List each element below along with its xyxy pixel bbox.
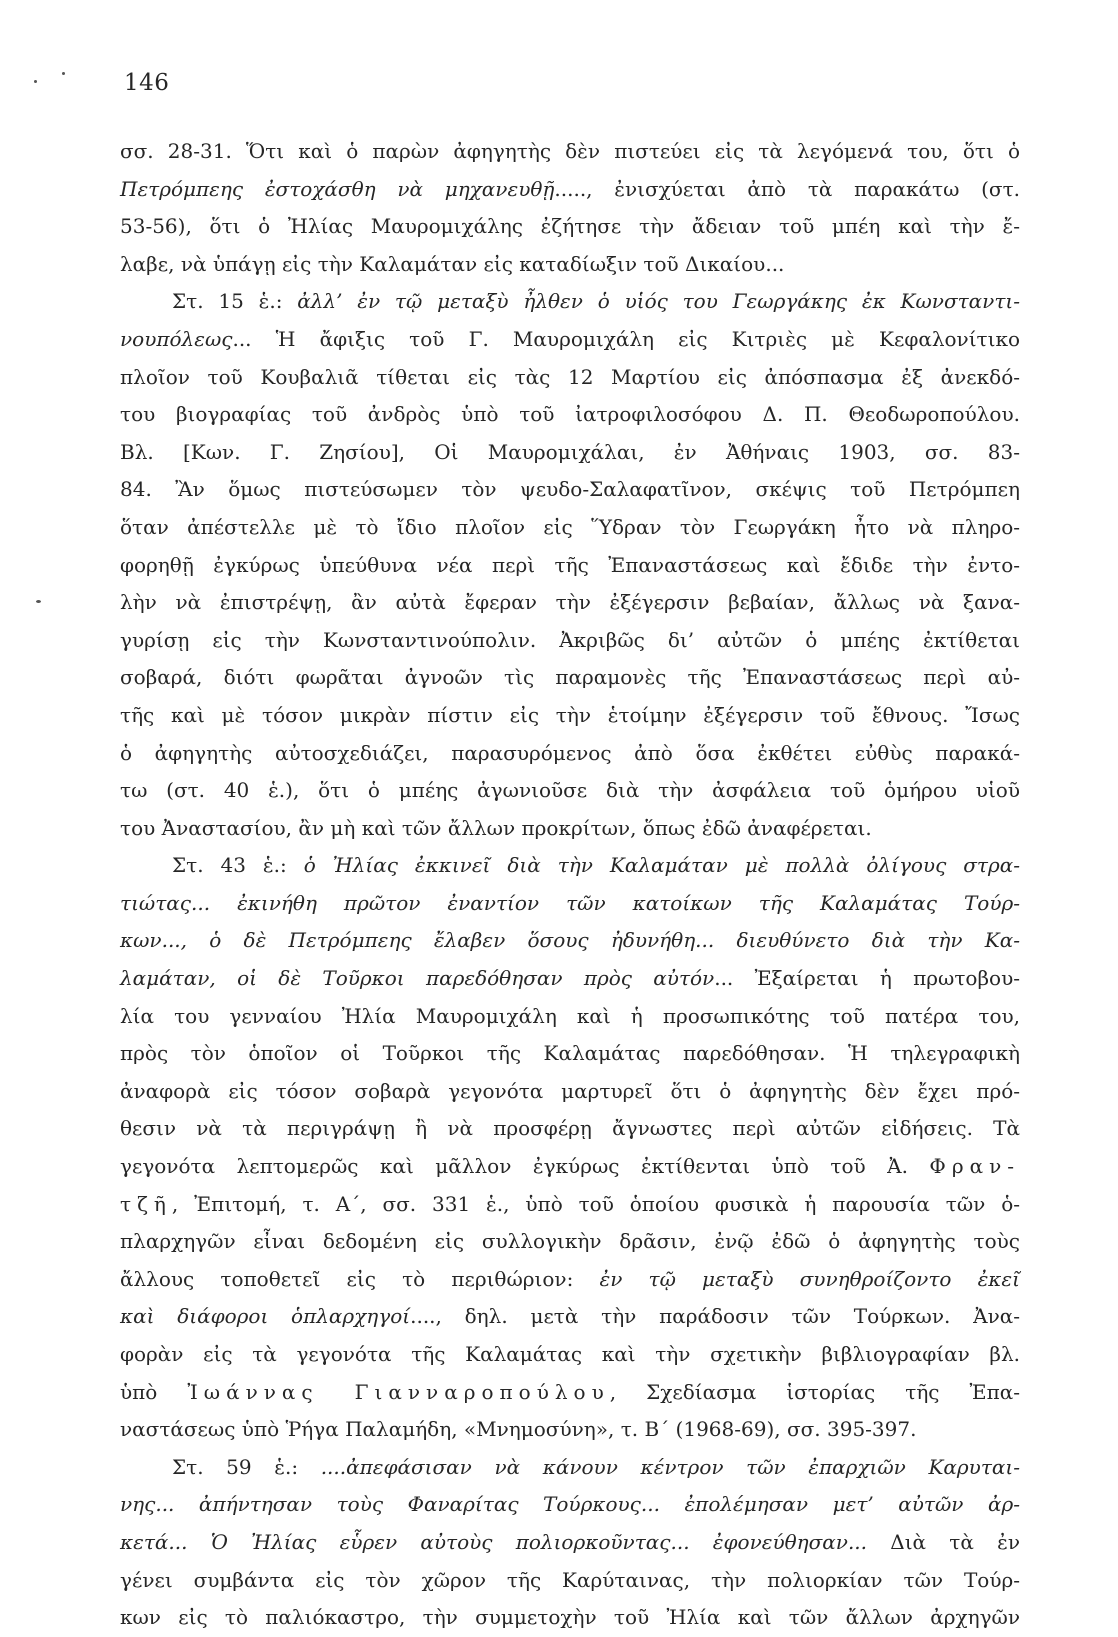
text-run: ὁ Ἠλίας ἐκκινεῖ διὰ τὴν Καλαμάταν μὲ πολλὰ ὀλίγους στρα-	[303, 853, 1020, 878]
text-line	[120, 697, 1020, 735]
text-run: ἄλλους τοποθετεῖ εἰς τὸ περιθώριον:	[120, 1266, 600, 1291]
text-run: καὶ διάφοροι ὁπλαρχηγοί	[120, 1304, 411, 1329]
text-line	[120, 396, 1020, 434]
text-run: ... Ἡ ἄφιξις τοῦ Γ. Μαυρομιχάλη εἰς Κιτριὲς μὲ Κεφαλονίτικο	[232, 326, 1020, 351]
text-line	[120, 659, 1020, 697]
text-run: , Σχεδίασμα ἱστορίας τῆς Ἐπα-	[609, 1379, 1020, 1404]
text-line	[120, 922, 1020, 960]
text-line	[120, 1524, 1020, 1562]
text-line	[120, 283, 1020, 321]
text-line	[120, 133, 1020, 171]
text-run: ....., ἐνισχύεται ἀπὸ τὰ παρακάτω (στ.	[554, 176, 1020, 201]
text-run: ὁ ἀφηγητὴς αὐτοσχεδιάζει, παρασυρόμενος ἀπὸ ὅσα ἐκθέτει εὐθὺς παρακά-	[120, 740, 1020, 765]
text-run: Φραν-	[929, 1154, 1020, 1179]
text-line	[120, 1261, 1020, 1299]
text-run: ναστάσεως ὑπὸ Ῥήγα Παλαμήδη, «Μνημοσύνη», τ. Β΄ (1968-69), σσ. 395-397.	[120, 1417, 917, 1442]
text-run: τω (στ. 40 ἑ.), ὅτι ὁ μπέης ἀγωνιοῦσε διὰ τὴν ἀσφάλεια τοῦ ὁμήρου υἱοῦ	[120, 778, 1020, 803]
text-run: φορηθῇ ἐγκύρως ὑπεύθυνα νέα περὶ τῆς Ἐπαναστάσεως καὶ ἔδιδε τὴν ἐντο-	[120, 552, 1020, 577]
page-number: 146	[124, 70, 170, 96]
text-line	[120, 810, 1020, 848]
text-run: ὑπὸ	[120, 1379, 188, 1404]
text-run: Στ. 59 ἑ.:	[172, 1454, 321, 1479]
text-line	[120, 1336, 1020, 1374]
text-run: 84. Ἂν ὅμως πιστεύσωμεν τὸν ψευδο-Σαλαφατῖνον, σκέψις τοῦ Πετρόμπεη	[120, 477, 1020, 502]
text-line	[120, 1599, 1020, 1637]
text-line	[120, 847, 1020, 885]
text-line	[120, 1110, 1020, 1148]
text-line	[120, 1374, 1020, 1412]
text-run: Βλ. [Κων. Γ. Ζησίου], Οἱ Μαυρομιχάλαι, ἐν Ἀθήναις 1903, σσ. 83-	[120, 439, 1020, 464]
text-run: τιώτας... ἐκινήθη πρῶτον ἐναντίον τῶν κατοίκων τῆς Καλαμάτας Τούρ-	[120, 890, 1020, 915]
scan-speck	[34, 80, 37, 83]
text-run: ἀλλ’ ἐν τῷ μεταξὺ ἦλθεν ὁ υἱός του Γεωργάκης ἐκ Κωνσταντι-	[297, 289, 1020, 314]
text-line	[120, 622, 1020, 660]
body-text	[120, 133, 1020, 1637]
text-line	[120, 171, 1020, 209]
text-run: θεσιν νὰ τὰ περιγράψῃ ἢ νὰ προσφέρῃ ἄγνωστες περὶ αὐτῶν εἰδήσεις. Τὰ	[120, 1116, 1020, 1141]
text-run: του Ἀναστασίου, ἂν μὴ καὶ τῶν ἄλλων προκρίτων, ὅπως ἐδῶ ἀναφέρεται.	[120, 815, 872, 840]
text-line	[120, 471, 1020, 509]
text-run: λὴν νὰ ἐπιστρέψῃ, ἂν αὐτὰ ἔφεραν τὴν ἐξέγερσιν βεβαίαν, ἄλλως νὰ ξανα-	[120, 590, 1020, 615]
text-run: Ἰωάννας Γιανναροπούλου	[187, 1379, 610, 1404]
text-run: ἀναφορὰ εἰς τόσον σοβαρὰ γεγονότα μαρτυρεῖ ὅτι ὁ ἀφηγητὴς δὲν ἔχει πρό-	[120, 1078, 1020, 1103]
text-run: γεγονότα λεπτομερῶς καὶ μᾶλλον ἐγκύρως ἐκτίθενται ὑπὸ τοῦ Ἀ.	[120, 1154, 930, 1179]
text-line	[120, 1035, 1020, 1073]
text-line	[120, 735, 1020, 773]
text-run: νης... ἀπήντησαν τοὺς Φαναρίτας Τούρκους... ἐπολέμησαν μετ’ αὐτῶν ἀρ-	[120, 1492, 1020, 1517]
text-run: γένει συμβάντα εἰς τὸν χῶρον τῆς Καρύταινας, τὴν πολιορκίαν τῶν Τούρ-	[120, 1567, 1020, 1592]
text-run: σοβαρά, διότι φωρᾶται ἀγνοῶν τὶς παραμονὲς τῆς Ἐπαναστάσεως περὶ αὐ-	[120, 665, 1020, 690]
text-run: κων..., ὁ δὲ Πετρόμπεης ἔλαβεν ὅσους ἠδυνήθη... διευθύνετο διὰ τὴν Κα-	[120, 928, 1020, 953]
text-run: πλαρχηγῶν εἶναι δεδομένη εἰς συλλογικὴν δρᾶσιν, ἐνῷ ἐδῶ ὁ ἀφηγητὴς τοὺς	[120, 1229, 1020, 1254]
text-line	[120, 1298, 1020, 1336]
text-line	[120, 359, 1020, 397]
text-run: Στ. 43 ἑ.:	[172, 853, 304, 878]
text-line	[120, 1186, 1020, 1224]
text-run: λαμάταν, οἱ δὲ Τοῦρκοι παρεδόθησαν πρὸς αὐτόν	[120, 966, 715, 991]
text-run: πλοῖον τοῦ Κουβαλιᾶ τίθεται εἰς τὰς 12 Μαρτίου εἰς ἀπόσπασμα ἐξ ἀνεκδό-	[120, 364, 1020, 389]
text-line	[120, 321, 1020, 359]
text-run: ... Ἐξαίρεται ἡ πρωτοβου-	[714, 966, 1020, 991]
text-line	[120, 509, 1020, 547]
scan-speck	[36, 600, 41, 603]
text-run: 53-56), ὅτι ὁ Ἠλίας Μαυρομιχάλης ἐζήτησε τὴν ἄδειαν τοῦ μπέη καὶ τὴν ἔ-	[120, 214, 1020, 239]
text-run: πρὸς τὸν ὁποῖον οἱ Τοῦρκοι τῆς Καλαμάτας παρεδόθησαν. Ἡ τηλεγραφικὴ	[120, 1041, 1020, 1066]
text-run: ἐν τῷ μεταξὺ συνηθροίζοντο ἐκεῖ	[599, 1266, 1020, 1291]
text-line	[120, 246, 1020, 284]
scan-speck	[62, 72, 65, 75]
text-run: σσ. 28-31. Ὅτι καὶ ὁ παρὼν ἀφηγητὴς δὲν πιστεύει εἰς τὰ λεγόμενά του, ὅτι ὁ	[120, 139, 1020, 163]
text-line	[120, 1449, 1020, 1487]
text-run: λαβε, νὰ ὑπάγῃ εἰς τὴν Καλαμάταν εἰς καταδίωξιν τοῦ Δικαίου...	[120, 251, 785, 276]
text-run: Στ. 15 ἑ.:	[172, 289, 298, 314]
text-run: , Ἐπιτομή, τ. Α΄, σσ. 331 ἑ., ὑπὸ τοῦ ὁποίου φυσικὰ ἡ παρουσία τῶν ὁ-	[171, 1191, 1020, 1216]
text-run: ὅταν ἀπέστελλε μὲ τὸ ἴδιο πλοῖον εἰς Ὕδραν τὸν Γεωργάκη ἦτο νὰ πληρο-	[120, 514, 1020, 539]
text-run: Πετρόμπεης ἐστοχάσθη νὰ μηχανευθῇ	[120, 176, 555, 201]
text-line	[120, 1223, 1020, 1261]
text-run: γυρίσῃ εἰς τὴν Κωνσταντινούπολιν. Ἀκριβῶς δι’ αὐτῶν ὁ μπέης ἐκτίθεται	[120, 627, 1020, 652]
text-line	[120, 1562, 1020, 1600]
text-run: φορὰν εἰς τὰ γεγονότα τῆς Καλαμάτας καὶ τὴν σχετικὴν βιβλιογραφίαν βλ.	[120, 1342, 1020, 1366]
text-line	[120, 1411, 1020, 1449]
text-run: ....ἀπεφάσισαν νὰ κάνουν κέντρον τῶν ἐπαρχιῶν Καρυται-	[320, 1454, 1020, 1479]
text-line	[120, 960, 1020, 998]
text-line	[120, 434, 1020, 472]
text-line	[120, 1148, 1020, 1186]
text-run: νουπόλεως	[120, 326, 233, 351]
text-line	[120, 584, 1020, 622]
text-line	[120, 772, 1020, 810]
text-line	[120, 547, 1020, 585]
text-run: κων εἰς τὸ παλιόκαστρο, τὴν συμμετοχὴν τοῦ Ἠλία καὶ τῶν ἄλλων ἀρχηγῶν	[120, 1605, 1020, 1630]
text-line	[120, 885, 1020, 923]
text-line	[120, 1073, 1020, 1111]
text-line	[120, 1486, 1020, 1524]
text-run: τῆς καὶ μὲ τόσον μικρὰν πίστιν εἰς τὴν ἑτοίμην ἐξέγερσιν τοῦ ἔθνους. Ἴσως	[120, 702, 1020, 727]
text-run: Διὰ τὰ ἐν	[867, 1529, 1021, 1554]
text-run: λία του γενναίου Ἠλία Μαυρομιχάλη καὶ ἡ προσωπικότης τοῦ πατέρα του,	[120, 1003, 1020, 1028]
text-run: του βιογραφίας τοῦ ἀνδρὸς ὑπὸ τοῦ ἰατροφιλοσόφου Δ. Π. Θεοδωροπούλου.	[120, 402, 1020, 427]
text-run: ...., δηλ. μετὰ τὴν παράδοσιν τῶν Τούρκων. Ἀνα-	[410, 1304, 1020, 1329]
text-run: τζῆ	[120, 1191, 172, 1216]
text-line	[120, 998, 1020, 1036]
text-line	[120, 208, 1020, 246]
text-run: κετά... Ὁ Ἠλίας εὗρεν αὐτοὺς πολιορκοῦντας... ἐφονεύθησαν...	[120, 1529, 868, 1554]
